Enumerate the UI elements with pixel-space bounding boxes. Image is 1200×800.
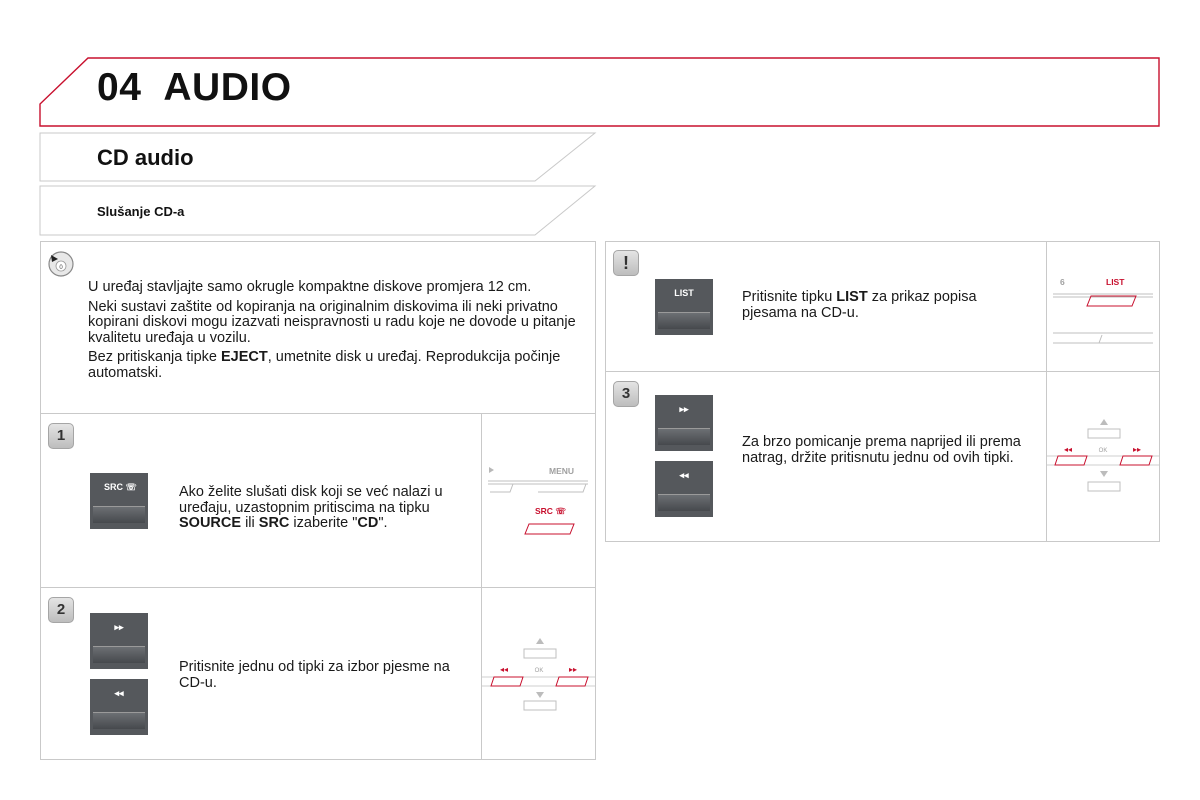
menu-label: MENU (549, 466, 575, 476)
panel-src-label: SRC (535, 506, 553, 516)
svg-text:◂◂: ◂◂ (499, 665, 509, 674)
phone-icon: ☏ (555, 506, 566, 516)
info-para-3-start: Bez pritiskanja tipke (88, 349, 221, 365)
next-button-image (90, 613, 148, 669)
subsection-title: Slušanje CD-a (97, 204, 185, 219)
note-text (742, 290, 1022, 321)
fast-seek-pad-diagram (1047, 372, 1159, 541)
exclamation-icon: ! (613, 250, 639, 276)
src-panel-diagram (482, 414, 595, 587)
left-instructions-panel (40, 241, 596, 760)
list-panel-diagram (1047, 243, 1159, 371)
chapter-title: AUDIO (163, 66, 292, 109)
step-3-badge: 3 (613, 381, 639, 407)
chapter-number: 04 (97, 66, 142, 109)
previous-button-image (90, 679, 148, 735)
step-2-badge: 2 (48, 597, 74, 623)
svg-text:◂◂: ◂◂ (1063, 445, 1073, 454)
eject-keyword: EJECT (220, 349, 268, 365)
source-keyword: SOURCE (179, 515, 242, 531)
section-title: CD audio (97, 145, 194, 170)
step-1-badge: 1 (48, 423, 74, 449)
down-arrow-icon (1100, 471, 1108, 477)
panel-list-label: LIST (1106, 277, 1125, 287)
step-1-text-start: Ako želite slušati disk koji se već nalazi u uređaju, uzastopnim pritiscima na tipku (179, 484, 443, 516)
src-button-label: SRC (104, 482, 124, 492)
list-keyword: LIST (836, 289, 868, 305)
rewind-button-image (655, 461, 713, 517)
svg-text:▸▸: ▸▸ (1132, 445, 1142, 454)
fast-forward-icon: ▸▸ (114, 622, 124, 632)
info-para-3-end: , umetnite disk u uređaj. Reprodukcija počinje automatski. (88, 349, 561, 381)
step-1-text-end: ". (378, 515, 388, 531)
cd-keyword: CD (357, 515, 379, 531)
ok-label: OK (534, 668, 544, 674)
step-3-text: Za brzo pomicanje prema naprijed ili prema natrag, držite pritisnutu jednu od ovih tipki. (742, 434, 1021, 466)
src-keyword: SRC (258, 515, 290, 531)
note-text-end: za prikaz popisa pjesama na CD-u. (742, 289, 977, 321)
up-arrow-icon (536, 638, 544, 644)
rewind-icon: ◂◂ (114, 688, 124, 698)
chapter-heading (97, 66, 292, 110)
note-text-start: Pritisnite tipku (742, 289, 837, 305)
info-para-2: Neki sustavi zaštite od kopiranja na originalnim diskovima ili neki privatno kopirani diskovi mogu izazvati neispravnosti u radu koje ne dovode u pitanje kvalitetu uređaja u vozilu. (88, 298, 576, 346)
step-2-text: Pritisnite jednu od tipki za izbor pjesme na CD-u. (179, 659, 450, 691)
up-arrow-icon (1100, 419, 1108, 425)
info-para-3 (88, 350, 588, 381)
down-arrow-icon (536, 692, 544, 698)
step-1-text-mid2: izaberite " (289, 515, 358, 531)
rewind-icon: ◂◂ (679, 470, 689, 480)
fast-forward-button-image (655, 395, 713, 451)
list-button-label: LIST (674, 288, 694, 298)
phone-icon: ☏ (125, 482, 137, 492)
right-instructions-panel (605, 241, 1160, 542)
info-text (88, 280, 588, 385)
step-1-text-mid: ili (241, 515, 259, 531)
step-1-text (179, 485, 469, 532)
info-para-1: U uređaj stavljajte samo okrugle kompaktne diskove promjera 12 cm. (88, 279, 532, 295)
svg-text:▸▸: ▸▸ (568, 665, 578, 674)
disc-icon (47, 250, 75, 278)
src-button-image (90, 473, 148, 529)
list-button-image (655, 279, 713, 335)
preset-6-label: 6 (1060, 277, 1065, 287)
disc-label: 0 (59, 265, 63, 271)
fast-forward-icon: ▸▸ (679, 404, 689, 414)
navigation-pad-diagram (482, 588, 595, 759)
ok-label: OK (1098, 448, 1108, 454)
